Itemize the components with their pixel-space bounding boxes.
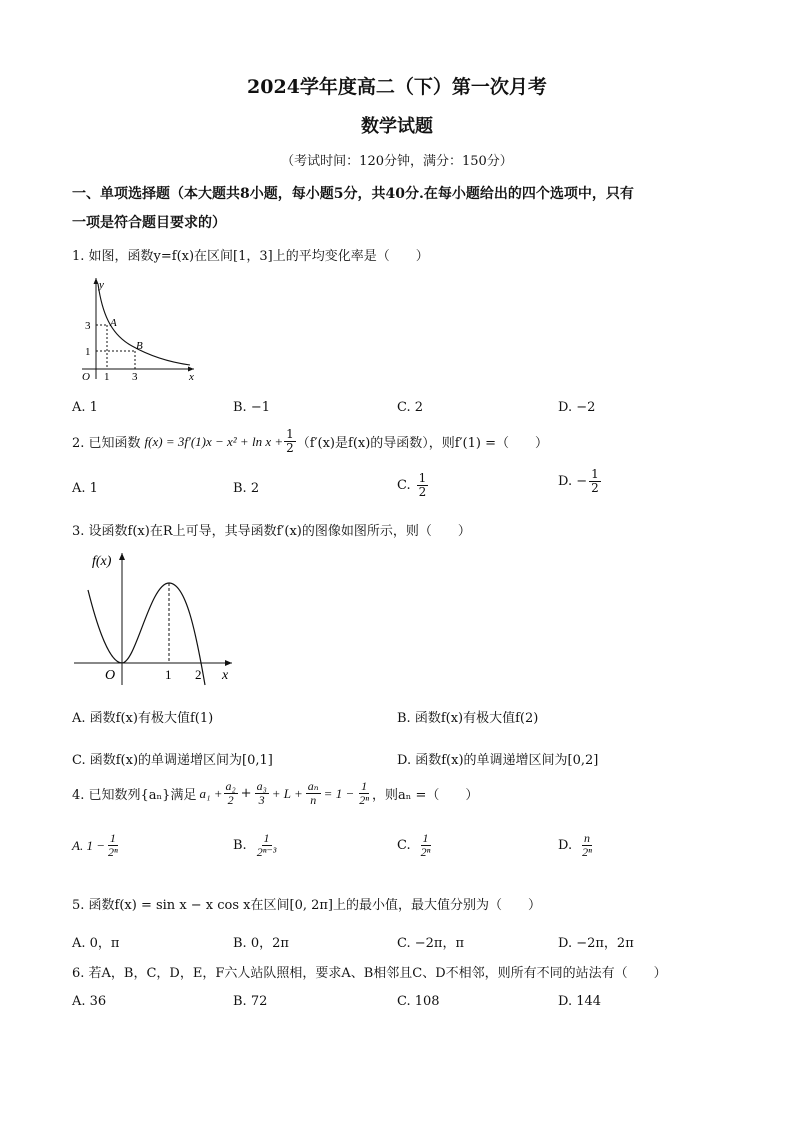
q4-term-n-num: aₙ — [307, 779, 319, 793]
q4-term-n — [306, 780, 321, 807]
q5-option-c[interactable]: C. −2π，π — [397, 936, 464, 951]
exam-info: （考试时间：120分钟，满分：150分） — [281, 154, 513, 169]
q2-stem-prefix: 2. 已知函数 — [72, 436, 141, 451]
q1-option-d[interactable]: D. −2 — [558, 400, 596, 415]
q5-stem: 5. 函数f(x) = sin x − x cos x在区间[0, 2π]上的最小值，最大值分别为（ ） — [72, 898, 542, 913]
q1-ytick-1: 1 — [85, 346, 91, 358]
q4-option-b-label: B. — [233, 838, 247, 853]
q4-option-c-fraction — [419, 832, 433, 859]
q4-term-2-den: 2 — [227, 793, 234, 807]
q3-figure — [72, 545, 242, 690]
q5-option-b[interactable]: B. 0，2π — [233, 936, 289, 951]
q1-point-a: A — [110, 317, 117, 329]
q2-option-c-num: 1 — [418, 471, 427, 485]
q4-plus: + — [240, 786, 252, 801]
q4-term-2 — [224, 780, 238, 807]
q4-rhs-fraction — [357, 780, 371, 807]
q4-option-a-den: 2ⁿ — [107, 845, 118, 859]
exam-title: 2024学年度高二（下）第一次月考 — [247, 76, 547, 98]
q1-option-a[interactable]: A. 1 — [72, 400, 98, 415]
q2-option-d-den: 2 — [591, 481, 599, 495]
q4-equals: = 1 − — [323, 785, 355, 801]
q4-option-d-fraction — [580, 832, 594, 859]
q2-fraction-den: 2 — [286, 441, 294, 455]
q3-option-a[interactable]: A. 函数f(x)有极大值f(1) — [72, 711, 214, 726]
q4-term-3 — [255, 780, 269, 807]
q2-option-d-num: 1 — [591, 467, 599, 481]
q4-option-c-den: 2ⁿ — [420, 845, 431, 859]
q4-term-3-num: a₃ — [256, 779, 267, 793]
q4-stem — [72, 780, 478, 807]
q2-stem-suffix: （f′(x)是f(x)的导函数），则f′(1) =（ ） — [296, 436, 548, 451]
q1-y-label: y — [99, 279, 104, 291]
q5-option-a[interactable]: A. 0，π — [72, 936, 120, 951]
q3-y-arrow — [119, 553, 125, 560]
q4-option-b-fraction — [255, 832, 279, 859]
q4-option-c-num: 1 — [422, 831, 429, 845]
exam-subtitle: 数学试题 — [361, 116, 433, 137]
q4-option-d-label: D. — [558, 838, 573, 853]
q4-term-1: a₁ + — [199, 785, 223, 801]
q4-option-d[interactable] — [558, 832, 595, 859]
q4-option-b-num: 1 — [263, 831, 270, 845]
q2-fraction — [284, 428, 296, 455]
q2-option-b[interactable]: B. 2 — [233, 481, 260, 496]
q2-option-c-label: C. — [397, 478, 411, 493]
q2-option-a[interactable]: A. 1 — [72, 481, 98, 496]
q2-option-c-den: 2 — [418, 485, 427, 499]
q2-fraction-num: 1 — [286, 427, 294, 441]
q4-option-b[interactable] — [233, 832, 279, 859]
q1-option-b[interactable]: B. −1 — [233, 400, 270, 415]
q4-option-d-den: 2ⁿ — [582, 845, 592, 859]
q1-origin-label: O — [82, 371, 90, 383]
q1-xtick-3: 3 — [132, 371, 138, 383]
q1-xtick-1: 1 — [104, 371, 110, 383]
q2-option-c-fraction — [417, 472, 429, 499]
q4-option-c-label: C. — [397, 838, 411, 853]
q2-option-d[interactable] — [558, 468, 602, 495]
q3-option-c[interactable]: C. 函数f(x)的单调递增区间为[0,1] — [72, 753, 273, 768]
q2-option-d-fraction — [589, 468, 601, 495]
q4-term-n-den: n — [310, 793, 317, 807]
q3-x-label: x — [222, 668, 229, 683]
q4-option-a-fraction — [106, 832, 120, 859]
q2-option-c[interactable] — [397, 472, 429, 499]
q4-rhs-den: 2ⁿ — [359, 793, 369, 807]
q4-stem-prefix: 4. 已知数列{aₙ}满足 — [72, 788, 197, 803]
section-heading-line2: 一项是符合题目要求的） — [72, 215, 226, 231]
q3-origin-label: O — [105, 668, 116, 683]
q4-rhs-num: 1 — [361, 779, 368, 793]
q2-stem — [72, 428, 548, 455]
q6-option-a[interactable]: A. 36 — [72, 994, 107, 1009]
q4-term-3-den: 3 — [258, 793, 265, 807]
q4-ellipsis: + L + — [271, 785, 303, 801]
q3-x-arrow — [225, 660, 232, 666]
q2-expression: f(x) = 3f′(1)x − x² + ln x + — [144, 433, 284, 449]
q3-option-b[interactable]: B. 函数f(x)有极大值f(2) — [397, 711, 539, 726]
q1-y-arrow — [94, 278, 99, 284]
q6-option-d[interactable]: D. 144 — [558, 994, 602, 1009]
q4-stem-suffix: ，则aₙ =（ ） — [372, 788, 479, 803]
q3-option-d[interactable]: D. 函数f(x)的单调递增区间为[0,2] — [397, 753, 599, 768]
q4-option-a[interactable] — [72, 832, 121, 859]
section-heading-line1: 一、单项选择题（本大题共8小题，每小题5分，共40分.在每小题给出的四个选项中，只有 — [72, 186, 634, 202]
q4-option-a-label: A. 1 − — [72, 837, 105, 853]
q2-option-d-label: D. − — [558, 474, 588, 489]
q1-stem: 1. 如图，函数y=f(x)在区间[1，3]上的平均变化率是（ ） — [72, 249, 429, 264]
q4-option-c[interactable] — [397, 832, 433, 859]
q4-term-2-num: a₂ — [225, 779, 236, 793]
q3-xtick-2: 2 — [195, 667, 202, 682]
q1-point-b: B — [136, 340, 143, 352]
q3-y-label: f(x) — [92, 554, 112, 569]
q3-stem: 3. 设函数f(x)在R上可导，其导函数f′(x)的图像如图所示，则（ ） — [72, 524, 471, 539]
q3-xtick-1: 1 — [165, 667, 172, 682]
q1-option-c[interactable]: C. 2 — [397, 400, 424, 415]
q5-option-d[interactable]: D. −2π，2π — [558, 936, 634, 951]
q4-option-b-den: 2ⁿ⁻³ — [256, 845, 277, 859]
q1-x-label: x — [189, 371, 194, 383]
q1-ytick-3: 3 — [85, 320, 91, 332]
q4-option-a-num: 1 — [109, 831, 116, 845]
q4-option-d-num: n — [583, 831, 590, 845]
q6-option-b[interactable]: B. 72 — [233, 994, 268, 1009]
q6-option-c[interactable]: C. 108 — [397, 994, 440, 1009]
q1-figure — [72, 272, 202, 384]
q6-stem: 6. 若A，B，C，D，E，F六人站队照相，要求A、B相邻且C、D不相邻，则所有不同的站法有（ ） — [72, 966, 667, 981]
